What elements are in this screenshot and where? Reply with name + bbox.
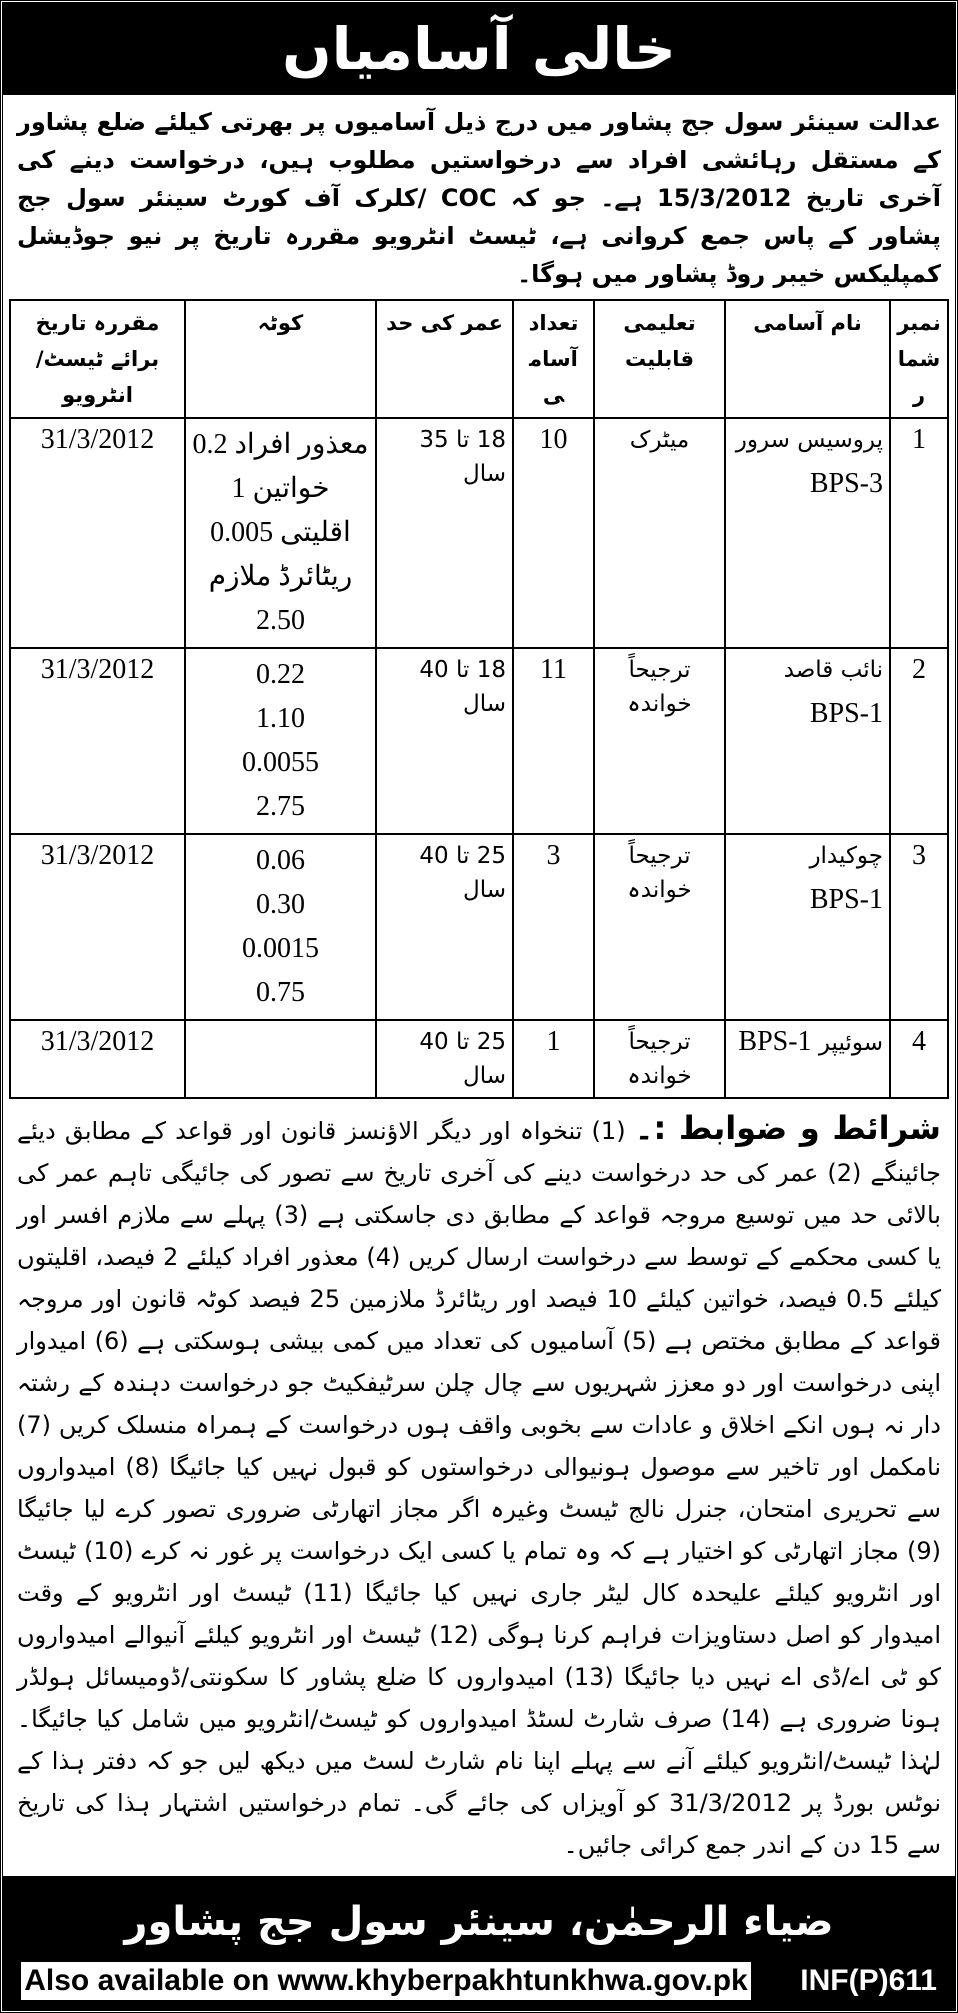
quota-line: ریٹائرڈ ملازم 2.50 bbox=[208, 561, 353, 636]
header-date: مقررہ تاریخ برائے ٹیسٹ/انٹرویو bbox=[10, 300, 185, 418]
header-serial: نمبر شمار bbox=[890, 300, 948, 418]
header-post: نام آسامی bbox=[725, 300, 890, 418]
header-qualification: تعلیمی قابلیت bbox=[594, 300, 725, 418]
quota-line: 0.75 bbox=[256, 977, 305, 1008]
qualification: ترجیحاً خواندہ bbox=[627, 1029, 692, 1089]
age-limit: 25 تا 40 سال bbox=[419, 843, 506, 903]
terms-section bbox=[17, 1107, 941, 1866]
cell-quota bbox=[185, 834, 376, 1020]
cell-qualification bbox=[594, 834, 725, 1020]
website-link[interactable]: Also available on www.khyberpakhtunkhwa.gov.pk bbox=[21, 1962, 751, 2000]
test-date: 31/3/2012 bbox=[40, 654, 155, 685]
post-count: 11 bbox=[540, 654, 567, 685]
cell-quota bbox=[185, 648, 376, 834]
test-date: 31/3/2012 bbox=[40, 424, 155, 455]
post-with-scale bbox=[732, 1025, 883, 1060]
pay-scale: BPS-1 bbox=[809, 884, 883, 915]
cell-qualification bbox=[594, 1020, 725, 1098]
table-row bbox=[10, 834, 948, 1020]
table-row bbox=[10, 1020, 948, 1098]
age-limit: 18 تا 40 سال bbox=[419, 657, 506, 717]
serial-number: 1 bbox=[912, 424, 926, 455]
cell-date bbox=[10, 834, 185, 1020]
test-date: 31/3/2012 bbox=[40, 840, 155, 871]
quota-line: معذور افراد 0.2 bbox=[192, 429, 369, 460]
quota-line: 1.10 bbox=[256, 703, 305, 734]
qualification: ترجیحاً خواندہ bbox=[627, 843, 692, 903]
quota-line: 2.75 bbox=[256, 791, 305, 822]
header-quota: کوٹہ bbox=[185, 300, 376, 418]
cell-quota bbox=[185, 1020, 376, 1098]
reference-number: INF(P)611 bbox=[800, 1964, 937, 1997]
cell-serial bbox=[890, 1020, 948, 1098]
footer bbox=[3, 1876, 955, 2010]
cell-serial bbox=[890, 834, 948, 1020]
cell-post bbox=[725, 648, 890, 834]
quota-line: اقلیتی 0.005 bbox=[210, 517, 351, 548]
terms-heading: شرائط و ضوابط :۔ bbox=[634, 1109, 942, 1147]
quota-line: 0.22 bbox=[256, 659, 305, 690]
serial-number: 2 bbox=[912, 654, 926, 685]
signature: ضیاء الرحمٰن، سینئر سول جج پشاور bbox=[124, 1899, 834, 1945]
intro-paragraph: عدالت سینئر سول جج پشاور میں درج ذیل آسامیوں پر بھرتی کیلئے ضلع پشاور کے مستقل رہائشی افراد سے درخواستیں مطلوب ہیں، درخواست دینے کی آخری تاریخ 15/3/2012 ہے۔ جو کہ COC /کلرک آف کورٹ سینئر سول جج پشاور کے پاس جمع کروانی ہے، ٹیسٹ انٹرویو مقررہ تاریخ پر نیو جوڈیشل کمپلیکس خیبر روڈ پشاور میں ہوگا۔ bbox=[17, 108, 942, 288]
cell-count bbox=[513, 648, 594, 834]
age-limit: 25 تا 40 سال bbox=[419, 1029, 506, 1089]
cell-date bbox=[10, 648, 185, 834]
cell-qualification bbox=[594, 648, 725, 834]
table-row bbox=[10, 648, 948, 834]
cell-count bbox=[513, 1020, 594, 1098]
cell-date bbox=[10, 418, 185, 648]
quota-line: 0.30 bbox=[256, 889, 305, 920]
cell-age bbox=[376, 834, 513, 1020]
cell-age bbox=[376, 418, 513, 648]
age-limit: 18 تا 35 سال bbox=[419, 427, 506, 487]
page-title: خالی آسامیاں bbox=[3, 3, 955, 95]
table-header-row bbox=[10, 300, 948, 418]
cell-date bbox=[10, 1020, 185, 1098]
quota-line: 0.0015 bbox=[242, 933, 319, 964]
serial-number: 4 bbox=[912, 1026, 926, 1057]
qualification: میٹرک bbox=[629, 427, 690, 453]
qualification: ترجیحاً خواندہ bbox=[627, 657, 692, 717]
cell-count bbox=[513, 418, 594, 648]
vacancies-table bbox=[9, 299, 949, 1099]
quota-line: 0.06 bbox=[256, 845, 305, 876]
post-count: 1 bbox=[546, 1026, 561, 1057]
post-name: سوئیپر bbox=[818, 1030, 883, 1056]
pay-scale: BPS-1 bbox=[809, 698, 883, 729]
cell-post bbox=[725, 1020, 890, 1098]
cell-post bbox=[725, 418, 890, 648]
post-name: چوکیدار bbox=[809, 843, 883, 869]
header-count: تعداد آسامی bbox=[513, 300, 594, 418]
cell-serial bbox=[890, 418, 948, 648]
cell-count bbox=[513, 834, 594, 1020]
quota-line: خواتین 1 bbox=[231, 473, 330, 504]
pay-scale: BPS-3 bbox=[809, 468, 883, 499]
cell-post bbox=[725, 834, 890, 1020]
header-age: عمر کی حد bbox=[376, 300, 513, 418]
cell-quota bbox=[185, 418, 376, 648]
cell-age bbox=[376, 648, 513, 834]
cell-serial bbox=[890, 648, 948, 834]
table-row bbox=[10, 418, 948, 648]
cell-qualification bbox=[594, 418, 725, 648]
serial-number: 3 bbox=[912, 840, 926, 871]
cell-age bbox=[376, 1020, 513, 1098]
post-count: 10 bbox=[539, 424, 568, 455]
quota-line: 0.0055 bbox=[242, 747, 319, 778]
test-date: 31/3/2012 bbox=[40, 1026, 155, 1057]
post-count: 3 bbox=[546, 840, 561, 871]
pay-scale: BPS-1 bbox=[738, 1026, 812, 1057]
footer-row bbox=[3, 1962, 955, 2000]
post-name: پروسیس سرور bbox=[735, 427, 883, 453]
terms-body: (1) تنخواہ اور دیگر الاؤنسز قانون اور قواعد کے مطابق دیئے جائینگے (2) عمر کی حد درخواست دینے کی آخری تاریخ سے تصور کی جائیگی تاہم عمر کی بالائی حد میں توسیع مروجہ قواعد کے مطابق دی جاسکتی ہے (3) پہلے سے ملازم افسر اور یا کسی محکمے کے توسط سے درخواست ارسال کریں (4) معذور افراد کیلئے 2 فیصد، اقلیتوں کیلئے 0.5 فیصد، خواتین کیلئے 10 فیصد اور ریٹائرڈ ملازمین 25 فیصد کوٹہ قانون اور مروجہ قواعد کے مطابق مختص ہے (5) آسامیوں کی تعداد میں کمی بیشی ہوسکتی ہے (6) امیدوار اپنی درخواست اور دو معزز شہریوں سے چال چلن سرٹیفکیٹ جو درخواست دہندہ کے رشتہ دار نہ ہوں انکے اخلاق و عادات سے بخوبی واقف ہوں درخواست کے ہمراہ منسلک کریں (7) نامکمل اور تاخیر سے موصول ہونیوالی درخواستوں کو قبول نہیں کیا جائیگا (8) امیدواروں سے تحریری امتحان، جنرل نالج ٹیسٹ وغیرہ اگر مجاز اتھارٹی ضروری تصور کرے لیا جائیگا (9) مجاز اتھارٹی کو اختیار ہے کہ وہ تمام یا کسی ایک درخواست پر غور نہ کرے (10) ٹیسٹ اور انٹرویو کیلئے علیحدہ کال لیٹر جاری نہیں کیا جائیگا (11) ٹیسٹ اور انٹرویو کے وقت امیدوار کو اصل دستاویزات فراہم کرنا ہوگی (12) ٹیسٹ اور انٹرویو کیلئے آنیوالے امیدواروں کو ٹی اے/ڈی اے نہیں دیا جائیگا (13) امیدواروں کا ضلع پشاور کا سکونتی/ڈومیسائل ہولڈر ہونا ضروری ہے (14) صرف شارٹ لسٹڈ امیدواروں کو ٹیسٹ/انٹرویو میں شامل کیا جائیگا۔ لہٰذا ٹیسٹ/انٹرویو کیلئے آنے سے پہلے اپنا نام شارٹ لسٹ میں دیکھ لیں جو کہ دفتر ہذا کے نوٹس بورڈ پر 31/3/2012 کو آویزاں کی جائے گی۔ تمام درخواستیں اشتہار ہذا کی تاریخ سے 15 دن کے اندر جمع کرائی جائیں۔ bbox=[17, 1117, 942, 1859]
post-name: نائب قاصد bbox=[783, 657, 883, 683]
